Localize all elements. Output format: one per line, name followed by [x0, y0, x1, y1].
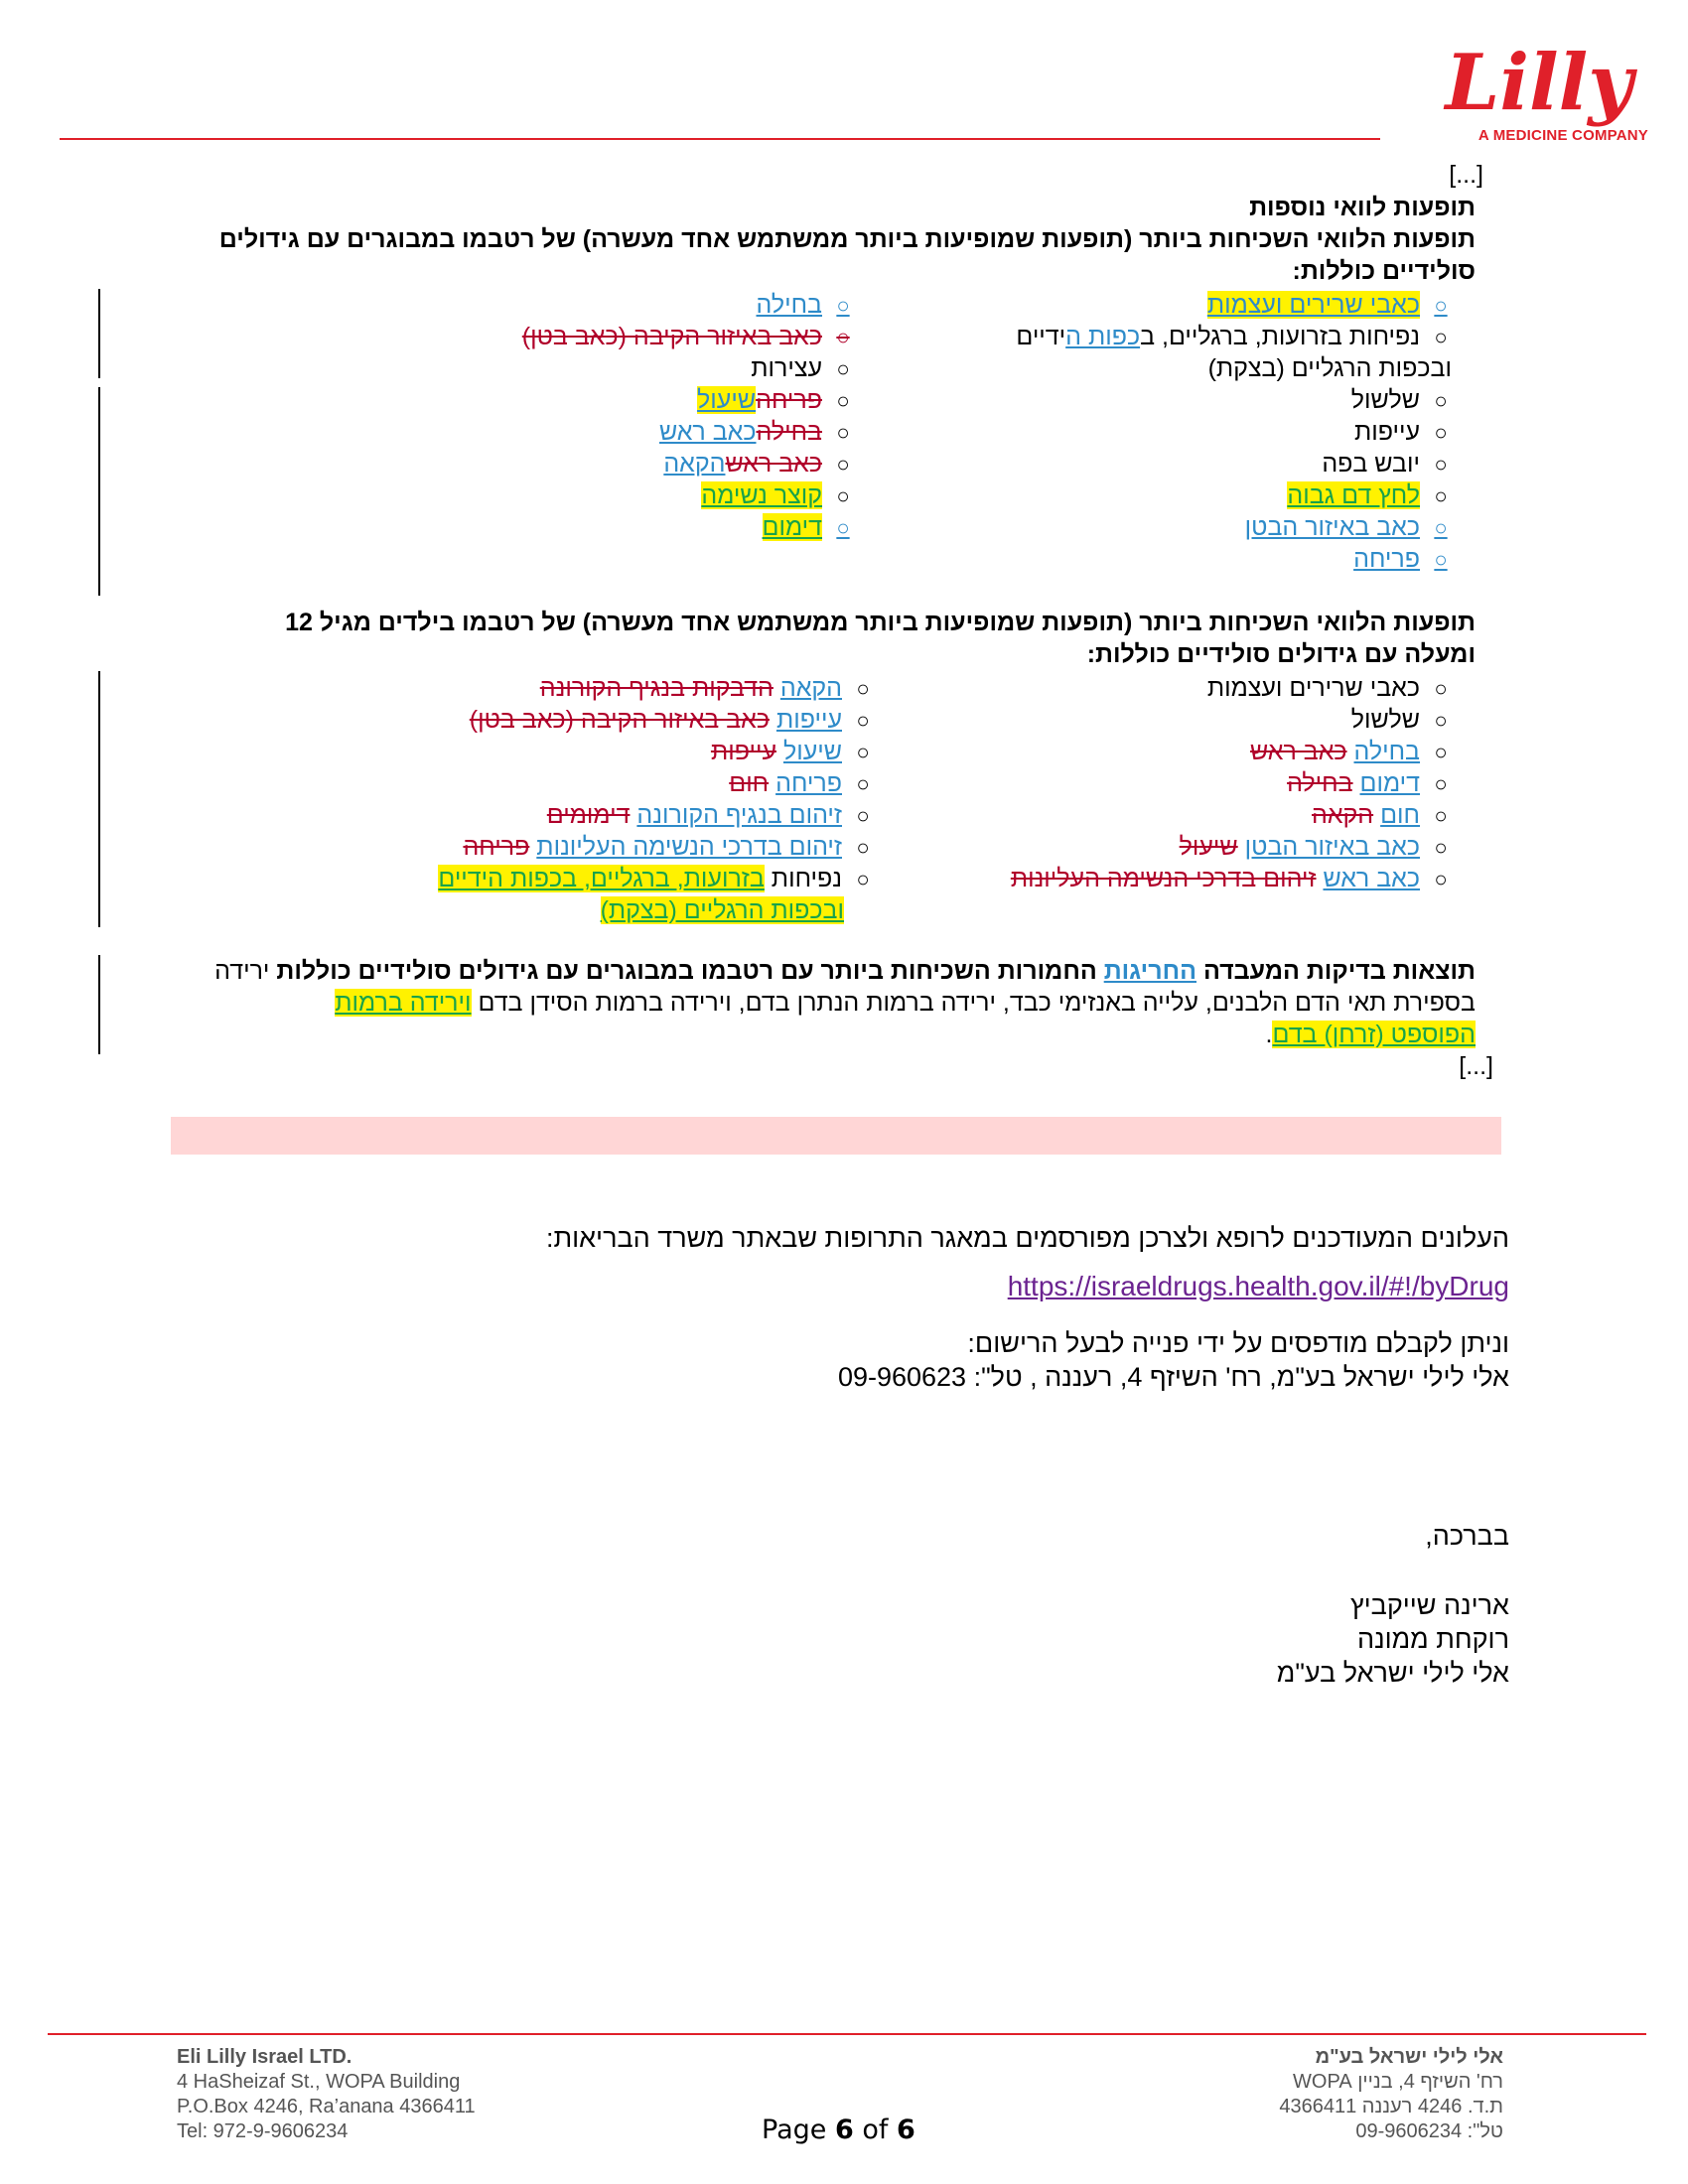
list-item: ○שלשול: [1350, 386, 1448, 414]
list-item: ○בחילהכאב ראש: [658, 418, 850, 446]
list-item: ○הקאה הדבקות בנגיף הקורונה: [539, 674, 870, 702]
list-item: ○זיהום בדרכי הנשימה העליונות פריחה: [463, 833, 870, 861]
section1-left-list: [427, 289, 864, 577]
signer-title: רוקחת ממונה: [1356, 1624, 1509, 1654]
svg-text:Lilly: Lilly: [1445, 38, 1633, 128]
footer-pobox-en: P.O.Box 4246, Ra’anana 4366411: [177, 2096, 476, 2117]
signer-company: אלי לילי ישראל בע"מ: [1276, 1658, 1509, 1688]
footer-address-he: רח' השיזף 4, בניין WOPA: [1293, 2071, 1503, 2093]
company-tagline: A MEDICINE COMPANY: [1477, 127, 1648, 144]
footer-left: [177, 2045, 476, 2144]
section2-intro-line1: תופעות הלוואי השכיחות ביותר (תופעות שמופיעות ביותר ממשתמש אחד מעשרה) של רטבמו בילדים מגיל 12: [285, 609, 1476, 636]
section3-line2: בספירת תאי הדם הלבנים, עלייה באנזימי כבד, ירידה ברמות הנתרן בדם, וירידה ברמות הסידן בדם וירידה ברמות: [335, 989, 1476, 1017]
lilly-logo: [1440, 30, 1638, 139]
section2-left-list: [338, 672, 884, 940]
list-item: ○דימום: [762, 513, 850, 541]
footer-right: [1279, 2045, 1503, 2144]
list-item: ○עצירות: [751, 354, 850, 382]
ministry-link[interactable]: https://israeldrugs.health.gov.il/#!/byDrug: [1007, 1271, 1509, 1301]
footer-company-he: אלי לילי ישראל בע"מ: [1315, 2046, 1503, 2068]
list-item: ○דימום בחילה: [1287, 769, 1448, 797]
list-item-continuation: ובכפות הרגליים (בצקת): [600, 896, 844, 924]
footer-phone-he: טל": 09-9606234: [1355, 2120, 1503, 2142]
change-bar: [98, 671, 100, 927]
footer-company-en: Eli Lilly Israel LTD.: [177, 2046, 352, 2068]
header-divider: [60, 138, 1380, 140]
list-item: ○כאב באיזור הבטן שיעול: [1179, 833, 1448, 861]
ellipsis-top: [...]: [1449, 161, 1483, 189]
list-item: ○בחילה: [756, 291, 850, 319]
list-item: ○כאב ראש זיהום בדרכי הנשימה העליונות: [1010, 865, 1448, 892]
list-item: ○כאב באיזור הבטן: [1244, 513, 1448, 541]
change-bar: [98, 289, 100, 378]
list-item: ○כאב ראשהקאה: [663, 450, 850, 478]
print-request: וניתן לקבלם מודפסים על ידי פנייה לבעל הרישום:: [967, 1328, 1509, 1358]
list-item: ○יובש בפה: [1322, 450, 1448, 478]
list-item: ○נפיחות בזרועות, ברגליים, בכפות הידיים: [438, 865, 870, 892]
greeting: בברכה,: [1425, 1521, 1509, 1551]
leaflets-text: העלונים המעודכנים לרופא ולצרכן מפורסמים במאגר התרופות שבאתר משרד הבריאות:: [545, 1223, 1509, 1253]
footer-divider: [48, 2033, 1646, 2035]
list-item: ○כאבי שרירים ועצמות: [1206, 674, 1448, 702]
list-item: ○פריחהשיעול: [697, 386, 850, 414]
page-number: Page 6 of 6: [762, 2115, 915, 2145]
list-item: ○עייפות כאב באיזור הקיבה (כאב בטן): [469, 706, 870, 734]
section3-line3: הפוספט (זרחן) בדם.: [1265, 1021, 1476, 1048]
signer-name: ארינה שייקביץ: [1350, 1590, 1509, 1620]
footer-phone-en: Tel: 972-9-9606234: [177, 2120, 349, 2142]
section2-right-list: [906, 672, 1462, 910]
company-address: אלי לילי ישראל בע"מ, רח' השיזף 4, רעננה , טל": 09-960623: [837, 1362, 1509, 1392]
list-item: ○כאבי שרירים ועצמות: [1206, 291, 1448, 319]
footer-pobox-he: ת.ד. 4246 רעננה 4366411: [1279, 2096, 1503, 2117]
ellipsis-bottom: [...]: [1459, 1052, 1493, 1080]
change-bar: [98, 387, 100, 596]
list-item: ○עייפות: [1353, 418, 1448, 446]
section2-intro-line2: ומעלה עם גידולים סולידיים כוללות:: [1086, 640, 1476, 668]
list-item-continuation: ובכפות הרגליים (בצקת): [1207, 354, 1452, 382]
list-item: ○שלשול: [1350, 706, 1448, 734]
section1-right-list: [1005, 289, 1462, 616]
footer-address-en: 4 HaSheizaf St., WOPA Building: [177, 2071, 461, 2093]
list-item: ○קוצר נשימה: [701, 481, 850, 509]
section1-intro-line2: סולידיים כוללות:: [1292, 257, 1476, 285]
list-item: ○נפיחות בזרועות, ברגליים, בכפות הידיים: [1016, 323, 1448, 350]
list-item: ○בחילה כאב ראש: [1250, 738, 1448, 765]
list-item: ○כאב באיזור הקיבה (כאב בטן): [521, 323, 850, 350]
list-item: ○פריחה חום: [729, 769, 870, 797]
list-item: ○שיעול עייפות: [710, 738, 870, 765]
list-item: ○זיהום בנגיף הקורונה דימומים: [546, 801, 870, 829]
section1-intro-line1: תופעות הלוואי השכיחות ביותר (תופעות שמופיעות ביותר ממשתמש אחד מעשרה) של רטבמו במבוגרים עם גידולים: [218, 225, 1476, 253]
section1-title: תופעות לוואי נוספות: [1249, 194, 1476, 221]
section3-line1: תוצאות בדיקות המעבדה החריגות החמורות השכיחות ביותר עם רטבמו במבוגרים עם גידולים סולידיים כוללות ירידה: [214, 957, 1476, 985]
list-item: ○פריחה: [1353, 545, 1448, 573]
highlight-band: [171, 1117, 1501, 1155]
list-item: ○חום הקאה: [1312, 801, 1448, 829]
change-bar: [98, 955, 100, 1054]
list-item: ○לחץ דם גבוה: [1287, 481, 1448, 509]
